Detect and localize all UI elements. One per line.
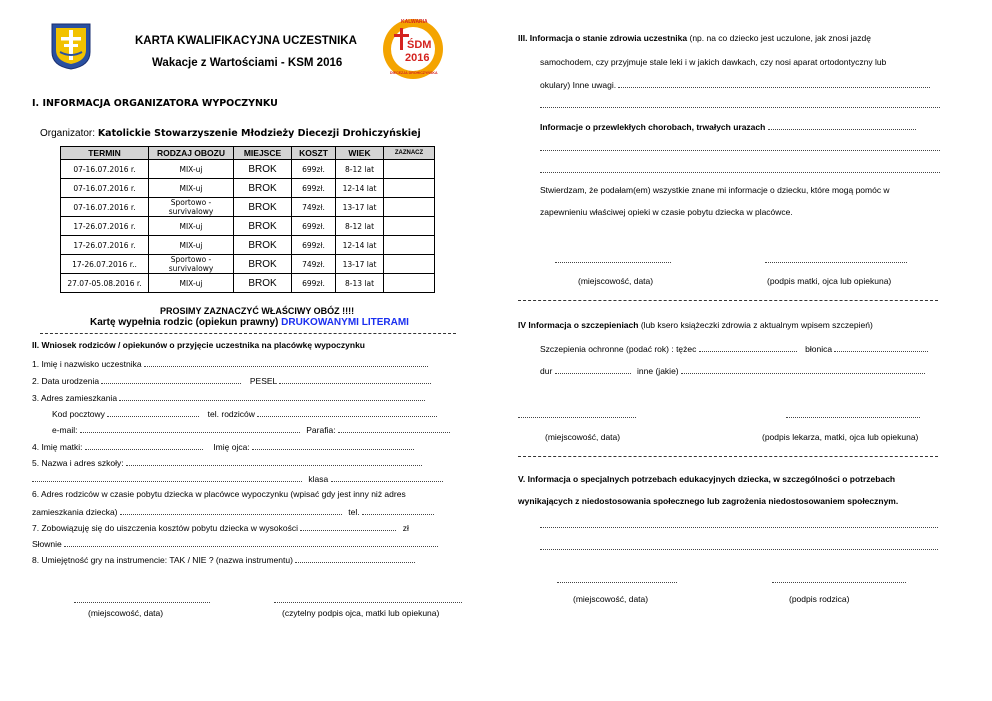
age-cell: 13-17 lat — [336, 198, 384, 217]
type-cell: MIX-uj — [149, 160, 234, 179]
col-term: TERMIN — [61, 147, 149, 160]
school-input[interactable] — [126, 456, 422, 466]
type-cell: Sportowo - survivalowy — [149, 255, 234, 274]
field-label: Imię ojca: — [213, 442, 250, 452]
field-label: Parafia: — [306, 425, 336, 435]
signature-caption: (miejscowość, data) — [578, 276, 654, 286]
organizer-label: Organizator: — [40, 128, 96, 139]
field-label: e-mail: — [52, 425, 78, 435]
table-row — [61, 236, 435, 255]
form-title: KARTA KWALIFIKACYJNA UCZESTNIKA — [135, 35, 357, 47]
type-cell: MIX-uj — [149, 274, 234, 293]
field-cost-words — [32, 537, 438, 549]
col-type: RODZAJ OBOZU — [149, 147, 234, 160]
badge-year-text: 2016 — [405, 52, 430, 64]
section2-heading: II. Wniosek rodziców / opiekunów o przyjęcie uczestnika na placówkę wypoczynku — [32, 340, 365, 350]
signature-caption: (podpis rodzica) — [789, 594, 850, 604]
age-cell: 12-14 lat — [336, 236, 384, 255]
field-label: zł — [402, 523, 409, 533]
fill-instructions — [90, 317, 409, 328]
parish-input[interactable] — [338, 423, 450, 433]
divider — [40, 333, 456, 334]
parents-address-input[interactable] — [120, 505, 342, 515]
form-subtitle: Wakacje z Wartościami - KSM 2016 — [152, 57, 343, 69]
term-cell: 07-16.07.2016 r. — [61, 160, 149, 179]
place-date-signature-line[interactable] — [74, 593, 210, 603]
field-label: 3. Adres zamieszkania — [32, 393, 118, 403]
field-label: tel. — [348, 507, 360, 517]
field-label: PESEL — [249, 376, 277, 386]
cost-cell: 699zł. — [292, 160, 336, 179]
age-cell: 13-17 lat — [336, 255, 384, 274]
field-postal — [52, 407, 437, 419]
place-cell: BROK — [234, 160, 292, 179]
signature-caption: (czytelny podpis ojca, matki lub opiekuna) — [282, 608, 440, 618]
field-address — [32, 391, 425, 403]
field-birth-date — [32, 374, 431, 386]
father-name-input[interactable] — [252, 440, 414, 450]
table-row — [61, 255, 435, 274]
check-cell[interactable] — [384, 160, 435, 179]
section5-heading: V. Informacja o specjalnych potrzebach edukacyjnych dziecka, w szczególności o potrzebach — [518, 474, 896, 484]
postal-code-input[interactable] — [107, 407, 199, 417]
field-label: tel. rodziców — [207, 409, 255, 419]
section4-heading-rest: (lub ksero książeczki zdrowia z aktualnym wpisem szczepień) — [640, 320, 873, 330]
class-input[interactable] — [331, 472, 443, 482]
field-cost — [32, 521, 409, 533]
cost-cell: 699zł. — [292, 274, 336, 293]
check-cell[interactable] — [384, 274, 435, 293]
table-row — [61, 198, 435, 217]
parents-phone-input[interactable] — [257, 407, 437, 417]
doctor-signature-line[interactable] — [786, 408, 920, 418]
field-school — [32, 456, 422, 468]
typhoid-year-input[interactable] — [555, 364, 631, 374]
place-date-signature-line[interactable] — [518, 408, 636, 418]
field-label: Szczepienia ochronne (podać rok) : tężec — [540, 344, 697, 354]
field-email — [52, 423, 450, 435]
type-cell: MIX-uj — [149, 236, 234, 255]
field-label: Informacje o przewlekłych chorobach, trwałych urazach — [540, 122, 766, 132]
field-parents-address — [32, 505, 434, 517]
field-label: inne (jakie) — [637, 366, 679, 376]
field-class — [32, 472, 443, 484]
address-input[interactable] — [119, 391, 425, 401]
badge-bottom-text: DIECEZJA DROHICZYŃSKA — [390, 71, 438, 75]
field-vaccinations-other — [540, 364, 925, 376]
term-cell: 17-26.07.2016 r. — [61, 217, 149, 236]
section3-heading-bold: III. Informacja o stanie zdrowia uczestnika — [518, 33, 688, 43]
signature-caption: (miejscowość, data) — [573, 594, 649, 604]
type-cell: MIX-uj — [149, 217, 234, 236]
cost-cell: 699zł. — [292, 236, 336, 255]
health-notes-line[interactable] — [540, 98, 940, 108]
field-label: okulary) Inne uwagi. — [540, 80, 617, 90]
badge-top-text: KALWARIA — [401, 19, 428, 25]
col-age: WIEK — [336, 147, 384, 160]
instrument-input[interactable] — [295, 553, 415, 563]
type-cell: MIX-uj — [149, 179, 234, 198]
table-row — [61, 160, 435, 179]
place-cell: BROK — [234, 255, 292, 274]
badge-main-text: ŚDM — [407, 39, 432, 51]
participant-name-input[interactable] — [144, 357, 428, 367]
field-label: klasa — [308, 474, 329, 484]
organizer-name: Katolickie Stowarzyszenie Młodzieży Diecezji Drohiczyńskiej — [97, 128, 421, 139]
term-cell: 27.07-05.08.2016 r. — [61, 274, 149, 293]
field-label: Słownie — [32, 539, 62, 549]
other-vaccinations-input[interactable] — [681, 364, 925, 374]
place-cell: BROK — [234, 274, 292, 293]
school-address-input[interactable] — [32, 472, 302, 482]
parent-signature-line[interactable] — [274, 593, 462, 603]
chronic-diseases — [540, 120, 916, 132]
organizer-line — [40, 128, 421, 139]
field-label: 2. Data urodzenia — [32, 376, 100, 386]
signature-caption: (miejscowość, data) — [545, 432, 621, 442]
fill-instructions-emphasis: DRUKOWANYMI LITERAMI — [281, 317, 409, 328]
special-needs-line[interactable] — [540, 518, 938, 528]
check-cell[interactable] — [384, 198, 435, 217]
section1-heading: I. INFORMACJA ORGANIZATORA WYPOCZYNKU — [32, 98, 278, 109]
pesel-input[interactable] — [279, 374, 431, 384]
confirmation-line2: zapewnieniu właściwej opieki w czasie pobytu dziecka w placówce. — [540, 207, 793, 217]
place-cell: BROK — [234, 236, 292, 255]
cost-cell: 699zł. — [292, 217, 336, 236]
camp-table-header — [61, 147, 435, 160]
place-date-signature-line[interactable] — [555, 253, 671, 263]
term-cell: 17-26.07.2016 r.. — [61, 255, 149, 274]
field-vaccinations — [540, 342, 928, 354]
chronic-diseases-line[interactable] — [540, 141, 940, 151]
field-label: błonica — [805, 344, 833, 354]
check-cell[interactable] — [384, 255, 435, 274]
age-cell: 8-12 lat — [336, 217, 384, 236]
field-label: 8. Umiejętność gry na instrumencie: TAK / NIE ? (nazwa instrumentu) — [32, 555, 293, 565]
place-cell: BROK — [234, 179, 292, 198]
field-label: 1. Imię i nazwisko uczestnika — [32, 359, 142, 369]
field-parents-names — [32, 440, 414, 452]
fill-instructions-text: Kartę wypełnia rodzic (opiekun prawny) — [90, 317, 279, 328]
diocese-coat-of-arms-icon — [50, 22, 92, 70]
table-row — [61, 274, 435, 293]
field-instrument — [32, 553, 415, 565]
signature-caption: (miejscowość, data) — [88, 608, 164, 618]
tetanus-year-input[interactable] — [699, 342, 797, 352]
chronic-diseases-line[interactable] — [540, 163, 940, 173]
parents-address-phone-input[interactable] — [362, 505, 434, 515]
table-row — [61, 217, 435, 236]
cost-cell: 699zł. — [292, 179, 336, 198]
select-camp-note: PROSIMY ZAZNACZYĆ WŁAŚCIWY OBÓZ !!!! — [160, 306, 355, 316]
age-cell: 8-12 lat — [336, 160, 384, 179]
section3-heading-rest: (np. na co dziecko jest uczulone, jak znosi jazdę — [689, 33, 871, 43]
signature-caption: (podpis lekarza, matki, ojca lub opiekuna) — [762, 432, 919, 442]
divider — [518, 456, 938, 457]
field-participant-name — [32, 357, 428, 369]
field-label: 4. Imię matki: — [32, 442, 83, 452]
mother-name-input[interactable] — [85, 440, 203, 450]
parent-signature-line[interactable] — [765, 253, 907, 263]
field-label: 7. Zobowiązuję się do uiszczenia kosztów pobytu dziecka w wysokości — [32, 523, 298, 533]
check-cell[interactable] — [384, 236, 435, 255]
type-cell: Sportowo - survivalowy — [149, 198, 234, 217]
cost-cell: 749zł. — [292, 198, 336, 217]
check-cell[interactable] — [384, 217, 435, 236]
section4-heading — [518, 320, 873, 330]
age-cell: 12-14 lat — [336, 179, 384, 198]
section3-line2: samochodem, czy przyjmuje stale leki i w jakich dawkach, czy nosi aparat ortodontyczny lub — [540, 57, 887, 67]
place-cell: BROK — [234, 217, 292, 236]
field-parents-address-label: 6. Adres rodziców w czasie pobytu dziecka w placówce wypoczynku (wpisać gdy jest inny niż adres — [32, 489, 406, 499]
col-check: ZAZNACZ — [384, 147, 435, 160]
chronic-diseases-input[interactable] — [768, 120, 916, 130]
cost-cell: 749zł. — [292, 255, 336, 274]
divider — [518, 300, 938, 301]
other-notes-input[interactable] — [618, 78, 930, 88]
table-row — [61, 179, 435, 198]
camp-table — [60, 146, 435, 293]
diphtheria-year-input[interactable] — [834, 342, 928, 352]
parent-signature-line[interactable] — [772, 573, 906, 583]
field-label: dur — [540, 366, 553, 376]
check-cell[interactable] — [384, 179, 435, 198]
col-place: MIEJSCE — [234, 147, 292, 160]
birth-date-input[interactable] — [101, 374, 241, 384]
email-input[interactable] — [80, 423, 300, 433]
kalwaria-sdm-2016-badge-icon — [381, 17, 445, 81]
term-cell: 07-16.07.2016 r. — [61, 198, 149, 217]
place-cell: BROK — [234, 198, 292, 217]
cost-amount-input[interactable] — [300, 521, 396, 531]
cost-words-input[interactable] — [64, 537, 438, 547]
section3-line3 — [540, 78, 930, 90]
confirmation-line1: Stwierdzam, że podałam(em) wszystkie znane mi informacje o dziecku, które mogą pomóc w — [540, 185, 890, 195]
field-label: Kod pocztowy — [52, 409, 105, 419]
special-needs-line[interactable] — [540, 540, 938, 550]
term-cell: 17-26.07.2016 r. — [61, 236, 149, 255]
signature-caption: (podpis matki, ojca lub opiekuna) — [767, 276, 892, 286]
section5-heading-line2: wynikających z niedostosowania społecznego lub zagrożenia niedostosowaniem społecznym. — [518, 496, 899, 506]
field-label: 5. Nazwa i adres szkoły: — [32, 458, 124, 468]
field-label: zamieszkania dziecka) — [32, 507, 118, 517]
age-cell: 8-13 lat — [336, 274, 384, 293]
term-cell: 07-16.07.2016 r. — [61, 179, 149, 198]
col-cost: KOSZT — [292, 147, 336, 160]
section4-heading-bold: IV Informacja o szczepieniach — [518, 320, 639, 330]
place-date-signature-line[interactable] — [557, 573, 677, 583]
section3-heading — [518, 33, 871, 43]
